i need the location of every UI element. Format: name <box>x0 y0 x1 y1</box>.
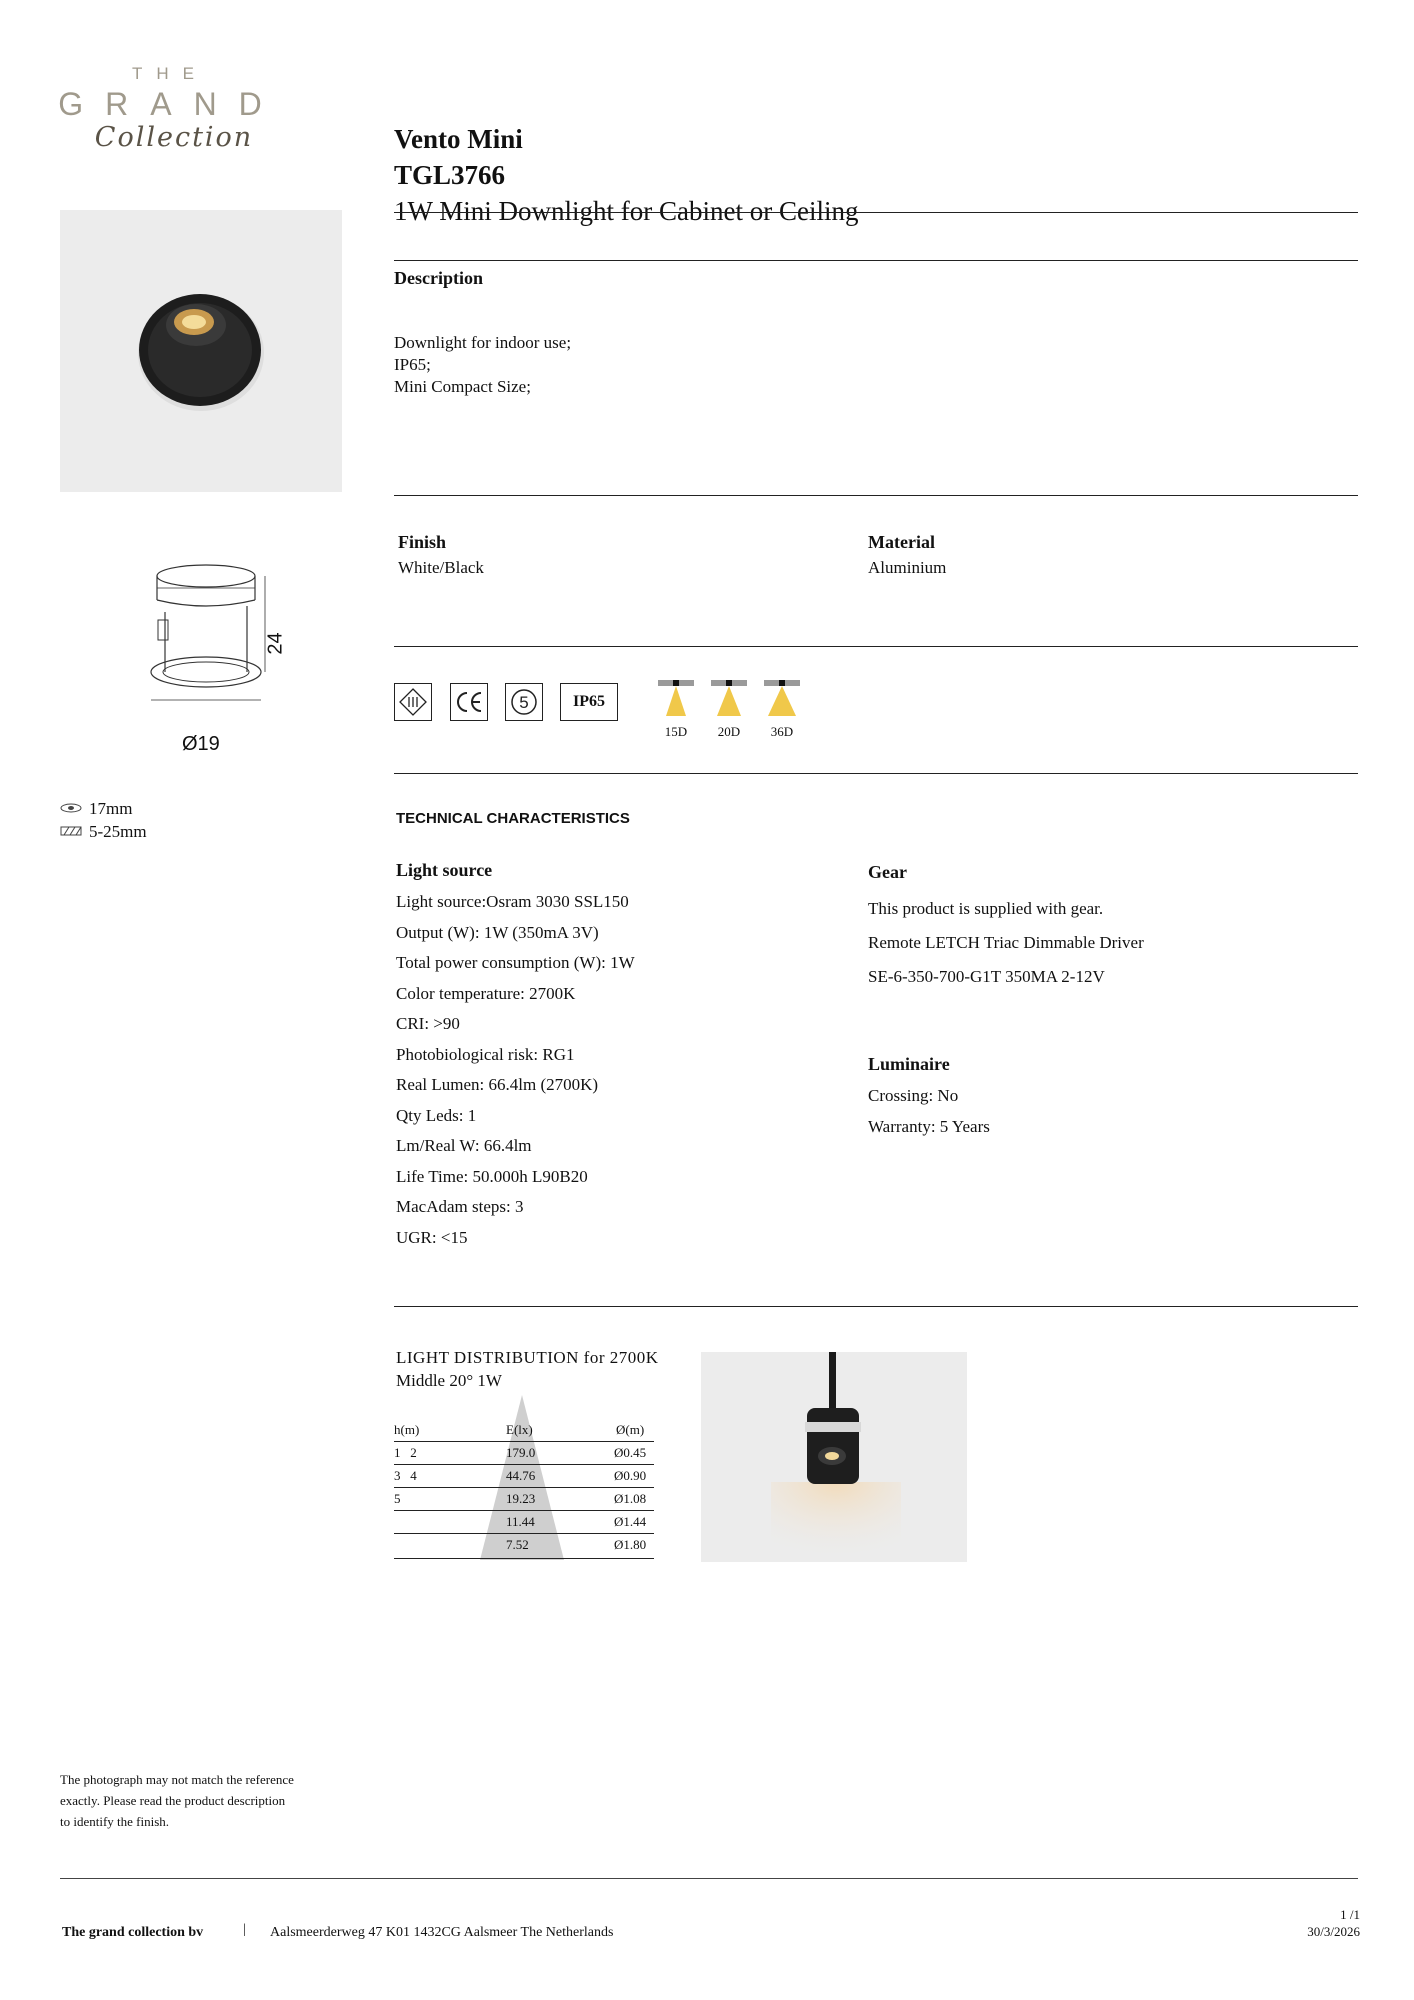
spec-line: Crossing: No <box>868 1086 959 1105</box>
installed-photo <box>701 1352 967 1562</box>
technical-heading: TECHNICAL CHARACTERISTICS <box>396 810 630 827</box>
spec-line: Life Time: 50.000h L90B20 <box>396 1166 588 1186</box>
spec-line: Photobiological risk: RG1 <box>396 1044 575 1064</box>
spec-line: MacAdam steps: 3 <box>396 1197 524 1216</box>
ld-row <box>394 1533 658 1556</box>
ld-row <box>394 1441 658 1464</box>
ld-cell-h: 5 <box>394 1491 401 1506</box>
ld-cell-d: Ø0.45 <box>614 1445 647 1460</box>
ld-cell-e: 44.76 <box>506 1468 536 1483</box>
beam-36-icon <box>764 680 800 721</box>
material-value: Aluminium <box>868 558 947 577</box>
ip-rating-badge: IP65 <box>560 683 618 721</box>
material-heading: Material <box>868 532 935 552</box>
light-distribution-subtitle: Middle 20° 1W <box>396 1371 502 1390</box>
divider <box>394 773 1358 774</box>
beam-15-icon <box>658 680 694 721</box>
divider <box>394 646 1358 647</box>
ld-cell-d: Ø0.90 <box>614 1468 647 1483</box>
disclaimer-line: to identify the finish. <box>60 1814 170 1829</box>
hole-size: 17mm <box>89 799 133 818</box>
description-line: Downlight for indoor use; <box>394 333 572 352</box>
beam-15-label: 15D <box>664 724 688 739</box>
spec-line: Total power consumption (W): 1W <box>396 953 635 972</box>
dimension-drawing <box>140 560 310 760</box>
disclaimer-line: The photograph may not match the reference <box>60 1772 294 1787</box>
ld-cell-h: 3 4 <box>394 1468 417 1483</box>
spec-line: UGR: <15 <box>396 1227 468 1247</box>
beam-20-label: 20D <box>717 724 741 739</box>
light-source-list <box>396 887 635 1253</box>
beam-36-label: 36D <box>770 724 794 739</box>
footer-address: Aalsmeerderweg 47 K01 1432CG Aalsmeer The Netherlands <box>270 1925 614 1940</box>
footer-rule <box>60 1878 1358 1879</box>
ld-cell-d: Ø1.44 <box>614 1514 647 1529</box>
diameter-label: Ø19 <box>182 733 220 755</box>
description-heading: Description <box>394 268 483 288</box>
ld-cell-e: 179.0 <box>506 1445 536 1460</box>
spec-line: Color temperature: 2700K <box>396 983 576 1003</box>
spec-line: Warranty: 5 Years <box>868 1116 990 1136</box>
divider <box>394 1306 1358 1307</box>
spec-line: This product is supplied with gear. <box>868 899 1104 918</box>
gear-list <box>868 892 1144 994</box>
light-distribution-title: LIGHT DISTRIBUTION for 2700K <box>396 1348 659 1367</box>
spec-line: CRI: >90 <box>396 1014 460 1033</box>
divider <box>394 260 1358 261</box>
product-code: TGL3766 <box>394 160 506 190</box>
ld-header-row <box>394 1418 658 1441</box>
thickness-size: 5-25mm <box>89 822 147 841</box>
luminaire-list <box>868 1081 990 1142</box>
footer-separator: | <box>243 1922 246 1937</box>
ld-row <box>394 1510 658 1533</box>
ld-cell-d: Ø1.80 <box>614 1537 647 1552</box>
ld-cell-e: 11.44 <box>506 1514 535 1529</box>
description-line: IP65; <box>394 355 431 374</box>
luminaire-heading: Luminaire <box>868 1054 950 1074</box>
ld-header-h: h(m) <box>394 1422 420 1437</box>
ld-cell-e: 19.23 <box>506 1491 536 1506</box>
hole-icon <box>60 801 82 820</box>
beam-20-icon <box>711 680 747 721</box>
description-line: Mini Compact Size; <box>394 377 531 396</box>
spec-line: Light source:Osram 3030 SSL150 <box>396 892 629 911</box>
svg-text:5: 5 <box>519 693 529 712</box>
ld-row-rule <box>394 1558 654 1559</box>
ld-header-d: Ø(m) <box>616 1422 645 1437</box>
ld-header-e: E(lx) <box>506 1422 533 1437</box>
ld-cell-h: 1 2 <box>394 1445 417 1460</box>
strike-rule <box>394 212 1358 213</box>
spec-line: Qty Leds: 1 <box>396 1105 477 1125</box>
disclaimer-line: exactly. Please read the product description <box>60 1793 286 1808</box>
logo-grand: GRAND <box>58 86 284 122</box>
spec-line: Remote LETCH Triac Dimmable Driver <box>868 933 1144 952</box>
finish-heading: Finish <box>398 532 447 552</box>
product-subtitle: 1W Mini Downlight for Cabinet or Ceiling <box>394 196 859 226</box>
ld-cell-e: 7.52 <box>506 1537 529 1552</box>
ce-mark-icon <box>450 683 488 721</box>
ld-cell-d: Ø1.08 <box>614 1491 647 1506</box>
disclaimer <box>60 1769 294 1832</box>
logo-the: THE <box>132 64 208 83</box>
ld-row <box>394 1464 658 1487</box>
spec-line: Lm/Real W: 66.4lm <box>396 1136 532 1155</box>
product-name: Vento Mini <box>394 124 523 154</box>
logo-collection: Collection <box>94 122 254 153</box>
finish-value: White/Black <box>398 558 484 577</box>
thickness-icon <box>60 824 82 843</box>
print-date: 30/3/2026 <box>1307 1924 1360 1939</box>
footer-company: The grand collection bv <box>62 1925 204 1940</box>
light-source-heading: Light source <box>396 860 493 880</box>
page-number: 1 /1 <box>1340 1907 1360 1922</box>
gear-heading: Gear <box>868 862 907 882</box>
ld-row <box>394 1487 658 1510</box>
spec-line: SE-6-350-700-G1T 350MA 2-12V <box>868 967 1105 986</box>
product-photo <box>60 210 342 492</box>
spec-line: Real Lumen: 66.4lm (2700K) <box>396 1075 599 1094</box>
spec-line: Output (W): 1W (350mA 3V) <box>396 922 599 942</box>
height-label: 24 <box>264 632 287 655</box>
divider <box>394 495 1358 496</box>
warranty-5-icon <box>505 683 543 721</box>
class-iii-icon <box>394 683 432 721</box>
